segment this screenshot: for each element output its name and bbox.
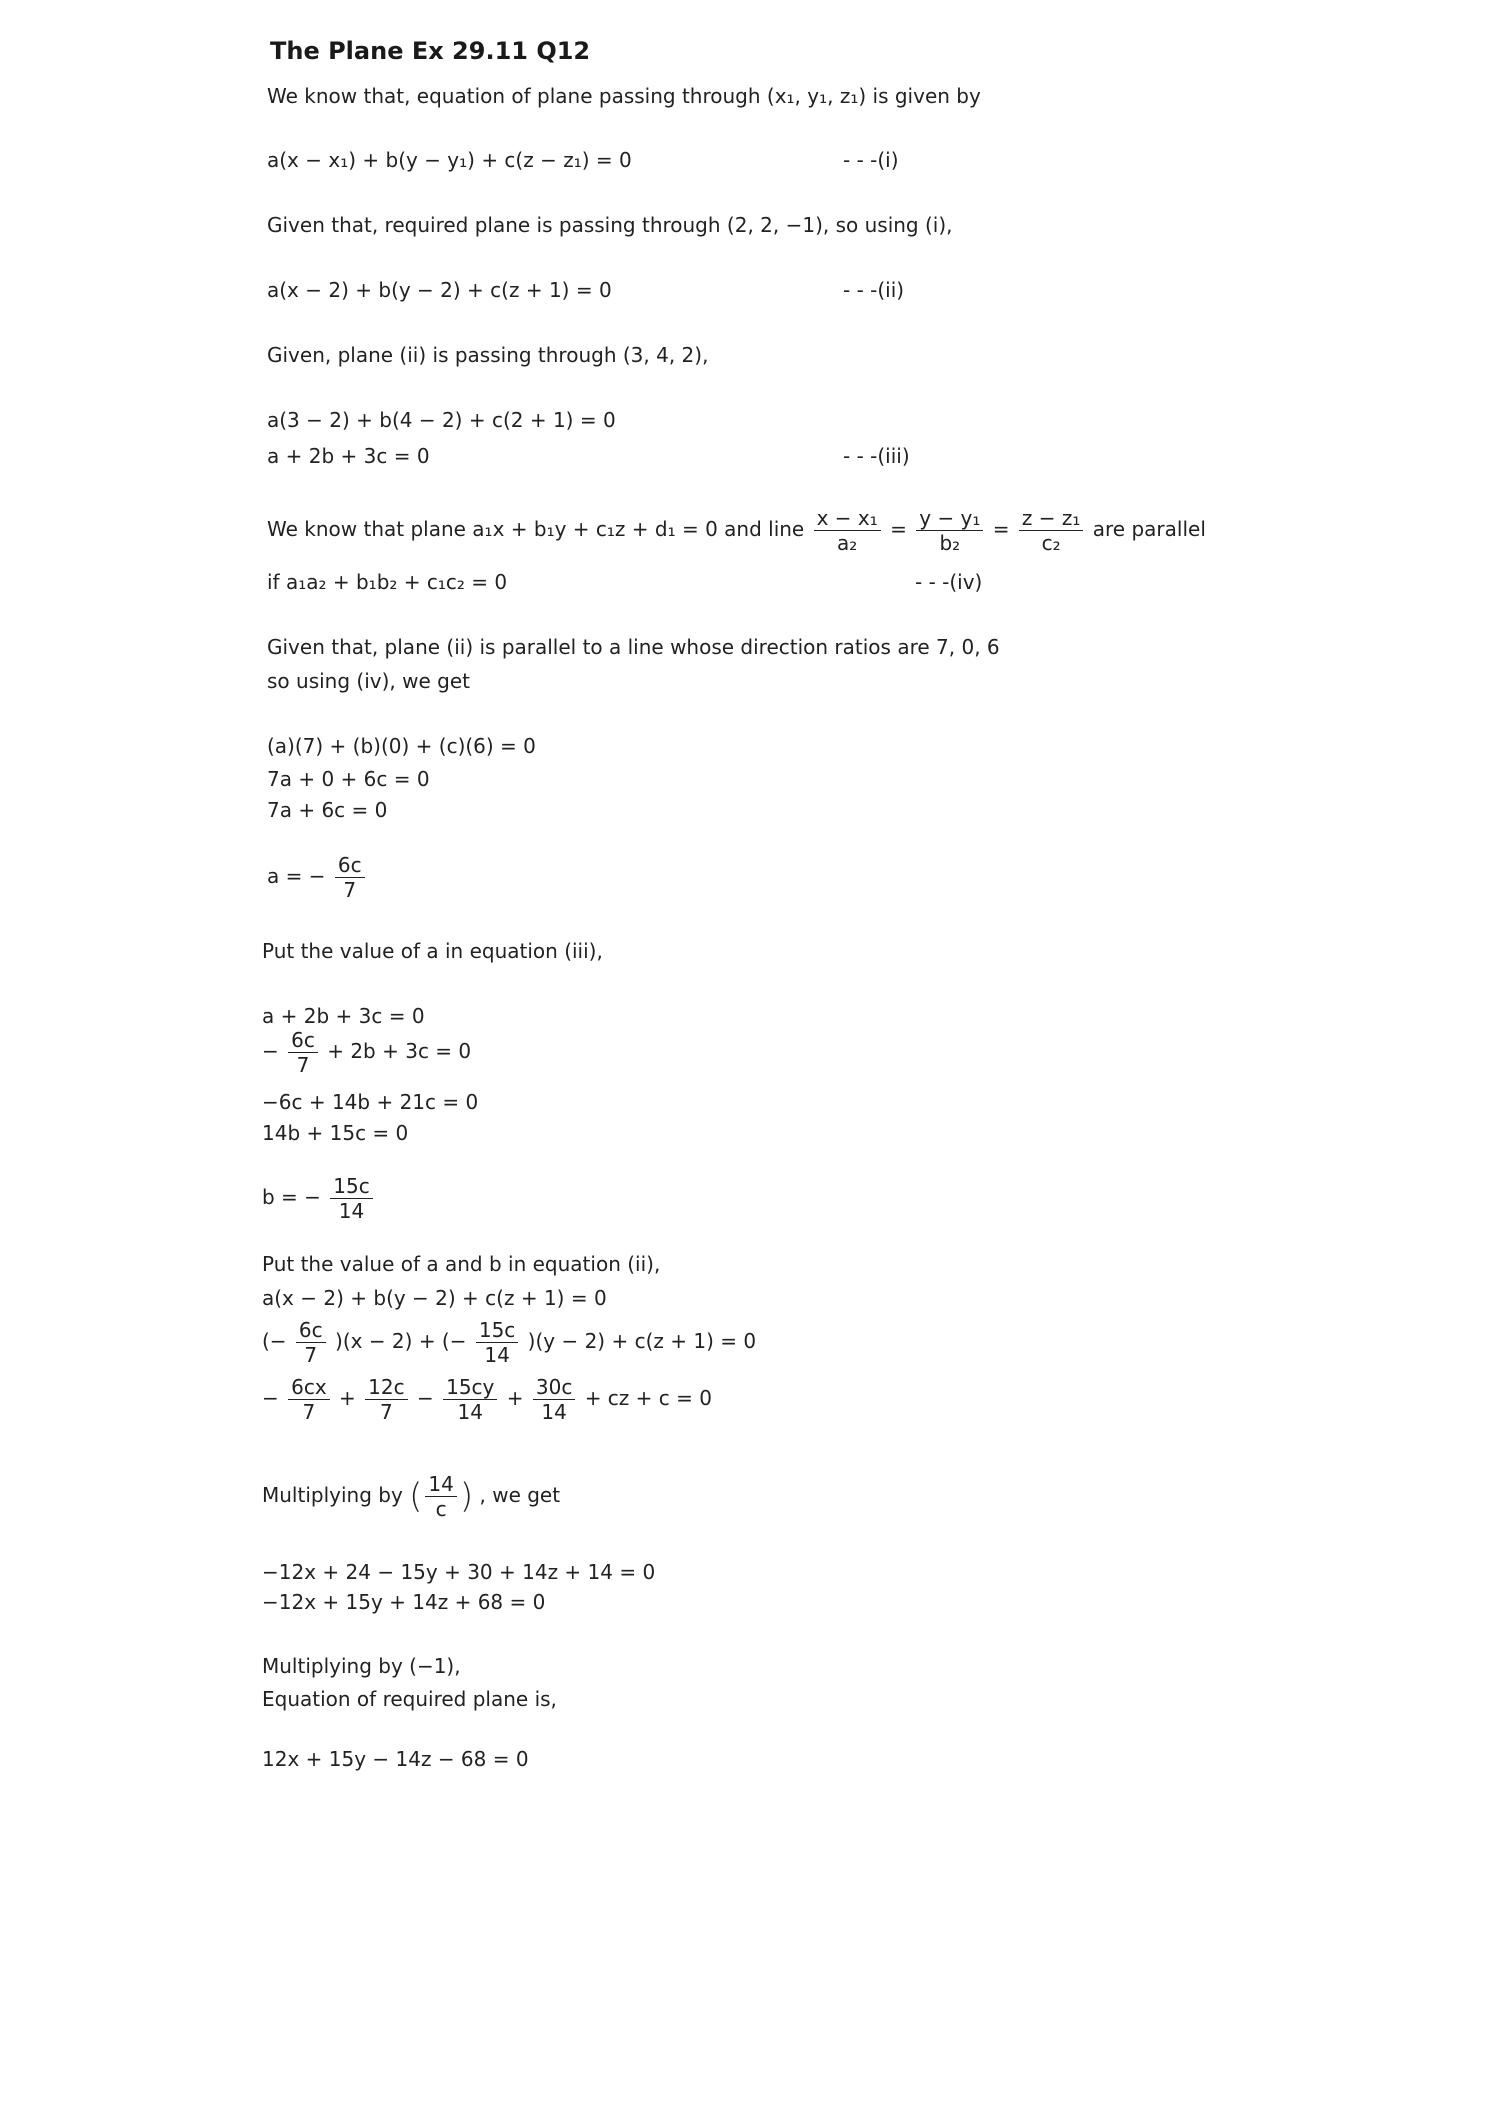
text-segment: Multiplying by	[262, 1483, 403, 1507]
fraction-numerator: 15cy	[443, 1375, 497, 1400]
text-segment: + cz + c = 0	[584, 1386, 712, 1410]
text-segment: −	[416, 1386, 434, 1410]
fraction-denominator: c	[435, 1497, 447, 1521]
fraction-numerator: y − y₁	[916, 506, 983, 531]
equation-line: a(3 − 2) + b(4 − 2) + c(2 + 1) = 0	[267, 408, 616, 432]
text-segment: −	[262, 1386, 279, 1410]
fraction-numerator: 30c	[533, 1375, 575, 1400]
text-segment: + 2b + 3c = 0	[327, 1039, 472, 1063]
equation-tag: - - -(iii)	[843, 444, 910, 468]
equation-tag: - - -(i)	[843, 148, 899, 172]
text-line: Given that, plane (ii) is parallel to a line whose direction ratios are 7, 0, 6	[267, 635, 1000, 659]
text-line: Put the value of a and b in equation (ii),	[262, 1252, 661, 1276]
fraction-numerator: 15c	[330, 1174, 372, 1199]
fraction-denominator: b₂	[939, 531, 961, 555]
fraction-numerator: 6c	[296, 1318, 326, 1343]
parallel-condition-line	[267, 506, 1206, 555]
fraction-denominator: 7	[380, 1400, 393, 1424]
text-line: so using (iv), we get	[267, 669, 470, 693]
fraction	[296, 1318, 326, 1367]
text-segment: +	[506, 1386, 524, 1410]
fraction-denominator: 14	[484, 1343, 510, 1367]
equation-line: a(x − x₁) + b(y − y₁) + c(z − z₁) = 0	[267, 148, 632, 172]
equals-sign: =	[992, 517, 1010, 541]
equation-line	[267, 853, 368, 902]
fraction	[288, 1028, 318, 1077]
fraction-numerator: 12c	[365, 1375, 407, 1400]
text-line: Given, plane (ii) is passing through (3, 4, 2),	[267, 343, 709, 367]
text-segment: +	[339, 1386, 356, 1410]
fraction	[476, 1318, 518, 1367]
fraction	[365, 1375, 407, 1424]
equation-line: a + 2b + 3c = 0	[267, 444, 430, 468]
equation-line: a(x − 2) + b(y − 2) + c(z + 1) = 0	[262, 1286, 607, 1310]
text-segment: )(y − 2) + c(z + 1) = 0	[527, 1329, 757, 1353]
fraction-denominator: 7	[296, 1053, 310, 1077]
text-segment: b = −	[262, 1185, 321, 1209]
text-segment: are parallel	[1092, 517, 1206, 541]
equation-line	[262, 1318, 756, 1367]
fraction-denominator: 7	[343, 878, 357, 902]
text-segment: (−	[262, 1329, 287, 1353]
equation-line: 7a + 6c = 0	[267, 798, 388, 822]
equation-line	[262, 1375, 712, 1424]
final-equation: 12x + 15y − 14z − 68 = 0	[262, 1747, 529, 1771]
text-segment: −	[262, 1039, 279, 1063]
fraction-numerator: x − x₁	[814, 506, 881, 531]
fraction	[425, 1472, 456, 1521]
fraction-numerator: 6cx	[288, 1375, 330, 1400]
fraction-denominator: 7	[304, 1343, 318, 1367]
text-line: Given that, required plane is passing through (2, 2, −1), so using (i),	[267, 213, 953, 237]
equation-line: a + 2b + 3c = 0	[262, 1004, 425, 1028]
fraction	[533, 1375, 575, 1424]
fraction-denominator: 14	[457, 1400, 483, 1424]
text-line: We know that, equation of plane passing through (x₁, y₁, z₁) is given by	[267, 84, 981, 108]
page-title: The Plane Ex 29.11 Q12	[270, 37, 591, 65]
fraction-denominator: c₂	[1041, 531, 1061, 555]
equation-line: 7a + 0 + 6c = 0	[267, 767, 430, 791]
equation-tag: - - -(ii)	[843, 278, 905, 302]
equation-tag: - - -(iv)	[915, 570, 983, 594]
text-line: Equation of required plane is,	[262, 1687, 557, 1711]
fraction-numerator: 14	[425, 1472, 456, 1497]
text-segment: )(x − 2) + (−	[335, 1329, 467, 1353]
equation-line: −6c + 14b + 21c = 0	[262, 1090, 479, 1114]
equation-line: if a₁a₂ + b₁b₂ + c₁c₂ = 0	[267, 570, 508, 594]
fraction-numerator: 6c	[335, 853, 365, 878]
equation-line: (a)(7) + (b)(0) + (c)(6) = 0	[267, 734, 536, 758]
fraction	[335, 853, 365, 902]
equation-line: a(x − 2) + b(y − 2) + c(z + 1) = 0	[267, 278, 612, 302]
text-segment: a = −	[267, 864, 326, 888]
equation-line	[262, 1028, 471, 1077]
fraction-denominator: 14	[338, 1199, 365, 1223]
text-segment: We know that plane a₁x + b₁y + c₁z + d₁ = 0 and line	[267, 517, 805, 541]
fraction-denominator: a₂	[837, 531, 858, 555]
text-line: Multiplying by (−1),	[262, 1654, 461, 1678]
fraction	[288, 1375, 330, 1424]
text-line: Put the value of a in equation (iii),	[262, 939, 603, 963]
close-paren: )	[459, 1476, 474, 1517]
equation-line	[262, 1472, 560, 1521]
fraction	[443, 1375, 497, 1424]
fraction-numerator: z − z₁	[1019, 506, 1084, 531]
equation-line: −12x + 24 − 15y + 30 + 14z + 14 = 0	[262, 1560, 656, 1584]
fraction-numerator: 15c	[476, 1318, 518, 1343]
fraction-denominator: 14	[541, 1400, 567, 1424]
fraction	[330, 1174, 372, 1223]
equation-line	[262, 1174, 376, 1223]
fraction	[1019, 506, 1084, 555]
open-paren: (	[409, 1476, 423, 1517]
fraction	[814, 506, 881, 555]
equals-sign: =	[890, 517, 907, 541]
fraction-numerator: 6c	[288, 1028, 318, 1053]
fraction	[916, 506, 983, 555]
equation-line: −12x + 15y + 14z + 68 = 0	[262, 1590, 546, 1614]
text-segment: , we get	[479, 1483, 561, 1507]
equation-line: 14b + 15c = 0	[262, 1121, 409, 1145]
fraction-denominator: 7	[302, 1400, 316, 1424]
